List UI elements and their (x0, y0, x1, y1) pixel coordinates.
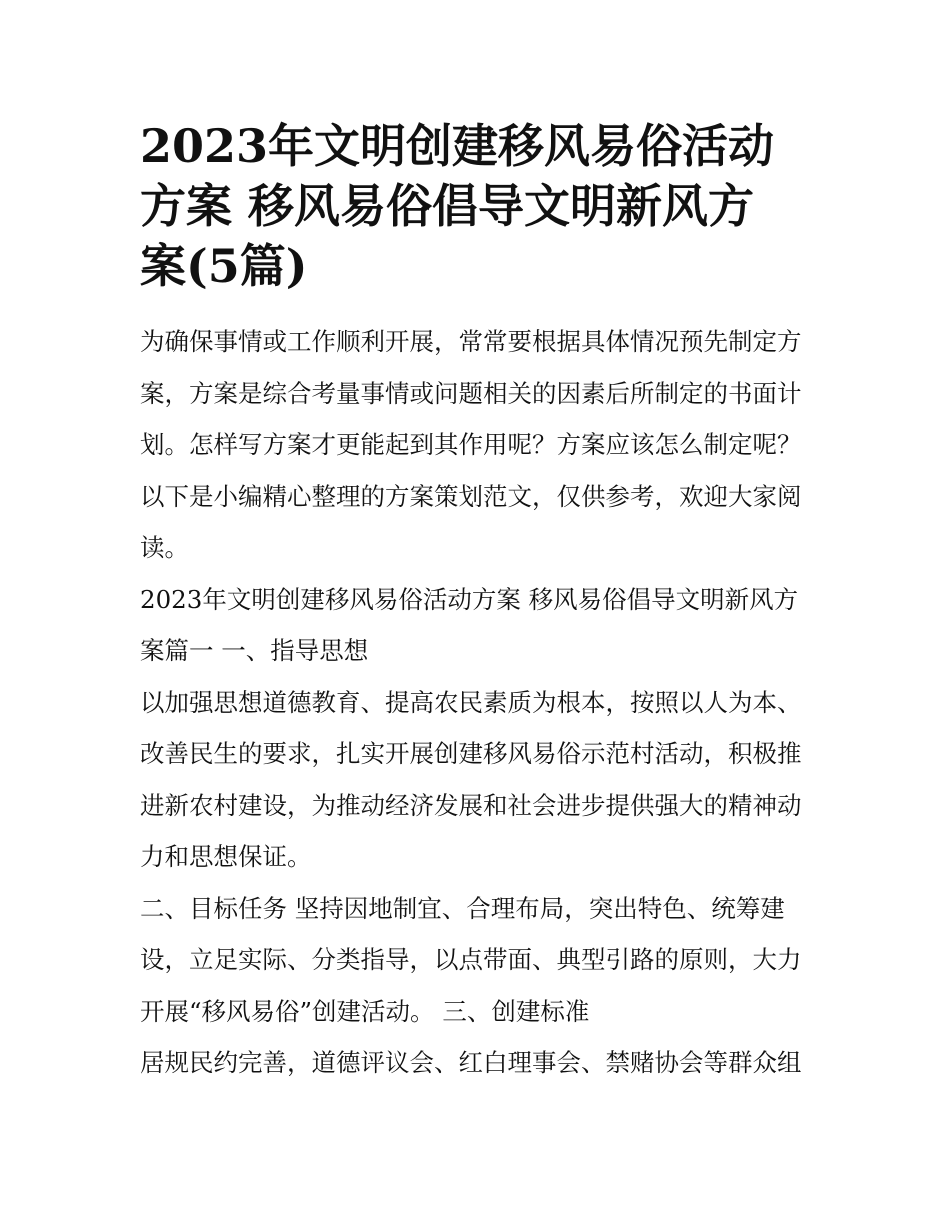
text-line: 为确保事情或工作顺利开展，常常要根据具体情况预先制定方 (140, 327, 802, 356)
text-line: 开展“移风易俗”创建活动。 三、创建标准 (140, 996, 590, 1026)
title-line: 案(5篇) (140, 239, 308, 293)
text-line: 设，立足实际、分类指导，以点带面、典型引路的原则，大力 (140, 945, 802, 974)
text-line: 居规民约完善，道德评议会、红白理事会、禁赌协会等群众组 (140, 1048, 802, 1077)
title-line: 方案 移风易俗倡导文明新风方 (140, 179, 755, 233)
text-line: 二、目标任务 坚持因地制宜、合理布局，突出特色、统筹建 (140, 893, 785, 923)
text-line: 力和思想保证。 (140, 842, 312, 871)
text-line: 以加强思想道德教育、提高农民素质为根本，按照以人为本、 (140, 687, 802, 717)
section-heading-paragraph (140, 574, 814, 677)
text-line: 以下是小编精心整理的方案策划范文，仅供参考，欢迎大家阅 (140, 481, 802, 511)
text-line: 改善民生的要求，扎实开展创建移风易俗示范村活动，积极推 (140, 739, 802, 768)
text-line: 进新农村建设，为推动经济发展和社会进步提供强大的精神动 (140, 790, 802, 820)
guiding-thought-paragraph (140, 677, 814, 883)
intro-paragraph (140, 316, 814, 574)
document-page (140, 116, 814, 1089)
title-line: 2023年文明创建移风易俗活动 (140, 119, 775, 173)
target-tasks-paragraph (140, 883, 814, 1038)
standards-paragraph (140, 1037, 814, 1089)
text-line: 案，方案是综合考量事情或问题相关的因素后所制定的书面计 (140, 378, 802, 408)
text-line: 划。怎样写方案才更能起到其作用呢？方案应该怎么制定呢？ (140, 430, 802, 459)
document-title (140, 116, 814, 296)
text-line: 读。 (140, 533, 189, 562)
text-line: 案篇一 一、指导思想 (140, 636, 369, 665)
text-line: 2023年文明创建移风易俗活动方案 移风易俗倡导文明新风方 (140, 584, 799, 614)
